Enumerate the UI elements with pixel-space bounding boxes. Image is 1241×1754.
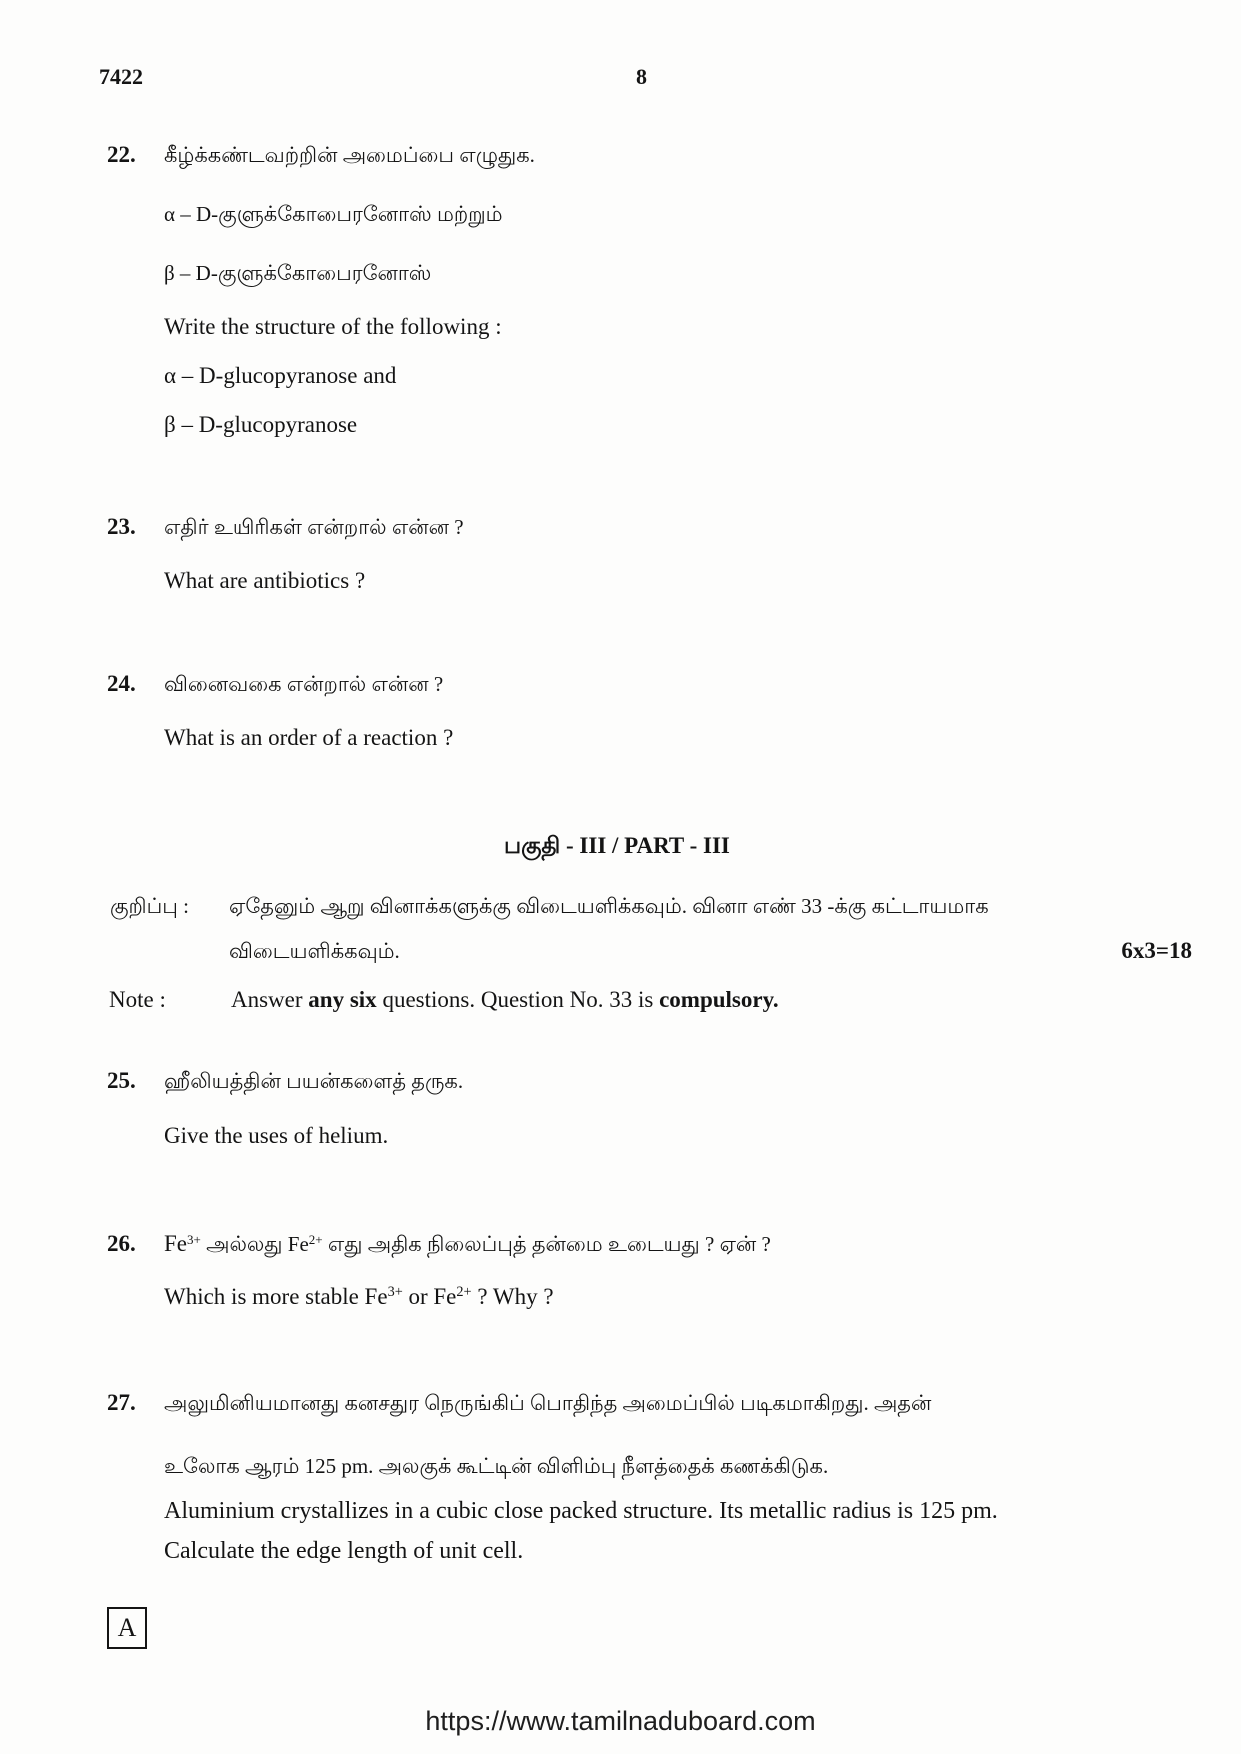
charge-superscript: 2+	[308, 1231, 323, 1247]
question-text-tamil	[164, 1230, 771, 1258]
question-text-tamil: உலோக ஆரம் 125 pm. அலகுக் கூட்டின் விளிம்பு நீளத்தைக் கணக்கிடுக.	[164, 1454, 829, 1478]
question-fragment: அல்லது Fe	[200, 1232, 309, 1256]
note-emphasis: compulsory	[659, 987, 773, 1012]
ion-symbol: Fe	[164, 1231, 187, 1256]
question-text-tamil: ஹீலியத்தின் பயன்களைத் தருக.	[164, 1069, 464, 1093]
page-number: 8	[636, 64, 647, 89]
marks-allocation: 6x3=18	[1121, 938, 1192, 963]
charge-superscript: 3+	[187, 1231, 201, 1247]
note-text-tamil: ஏதேனும் ஆறு வினாக்களுக்கு விடையளிக்கவும். வினா எண் 33 -க்கு கட்டாயமாக	[229, 894, 989, 918]
question-text-english: Write the structure of the following :	[164, 314, 502, 339]
question-text-english	[164, 1283, 554, 1311]
question-text-english: Give the uses of helium.	[164, 1123, 389, 1148]
question-fragment: Which is more stable Fe	[164, 1284, 388, 1309]
question-item-english: α – D-glucopyranose and	[164, 363, 397, 388]
note-text-tamil: விடையளிக்கவும்.	[229, 939, 400, 963]
question-number: 24.	[107, 671, 136, 696]
question-number: 26.	[107, 1231, 136, 1256]
question-text-english: What is an order of a reaction ?	[164, 725, 454, 750]
question-number: 22.	[107, 142, 136, 167]
paper-code: 7422	[99, 64, 143, 89]
question-fragment: or Fe	[402, 1284, 457, 1309]
note-label-english: Note :	[109, 987, 166, 1012]
question-text-english: Calculate the edge length of unit cell.	[164, 1538, 524, 1564]
question-item-english: β – D-glucopyranose	[164, 412, 358, 437]
note-part: .	[772, 987, 779, 1012]
question-item-tamil: α – D-குளுக்கோபைரனோஸ் மற்றும்	[164, 202, 503, 226]
question-text-tamil: வினைவகை என்றால் என்ன ?	[164, 672, 444, 696]
question-text-tamil: அலுமினியமானது கனசதுர நெருங்கிப் பொதிந்த அமைப்பில் படிகமாகிறது. அதன்	[164, 1391, 932, 1415]
charge-superscript: 3+	[387, 1284, 403, 1301]
booklet-code-box: A	[107, 1607, 147, 1649]
question-text-english: What are antibiotics ?	[164, 568, 366, 593]
question-number: 23.	[107, 514, 136, 539]
note-part: questions. Question No. 33 is	[376, 987, 660, 1012]
note-label-tamil: குறிப்பு :	[110, 894, 189, 918]
question-text-tamil: கீழ்க்கண்டவற்றின் அமைப்பை எழுதுக.	[164, 143, 535, 167]
note-emphasis: any six	[308, 987, 377, 1012]
question-text-tamil: எதிர் உயிரிகள் என்றால் என்ன ?	[164, 515, 464, 539]
source-url: https://www.tamilnaduboard.com	[425, 1706, 816, 1736]
note-text-english	[231, 986, 779, 1014]
question-number: 27.	[107, 1390, 136, 1415]
note-part: Answer	[231, 987, 309, 1012]
question-item-tamil: β – D-குளுக்கோபைரனோஸ்	[164, 261, 432, 285]
question-fragment: எது அதிக நிலைப்புத் தன்மை உடையது ? ஏன் ?	[322, 1232, 771, 1256]
charge-superscript: 2+	[456, 1284, 472, 1301]
question-text-english: Aluminium crystallizes in a cubic close packed structure. Its metallic radius is 125 pm.	[164, 1498, 998, 1524]
question-number: 25.	[107, 1068, 136, 1093]
section-heading: பகுதி - III / PART - III	[504, 833, 730, 858]
question-fragment: ? Why ?	[471, 1284, 554, 1309]
